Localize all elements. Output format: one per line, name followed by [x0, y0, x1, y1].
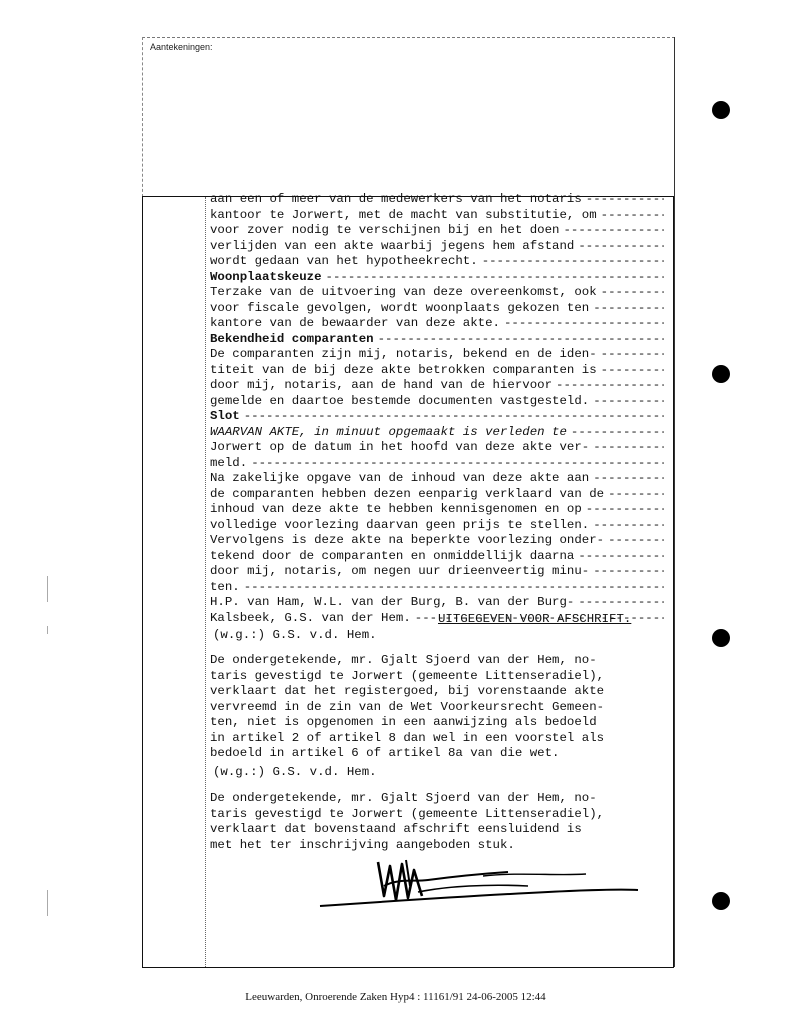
- deed-line-text: Na zakelijke opgave van de inhoud van deze akte aan: [210, 471, 590, 485]
- deed-line-text: voor fiscale gevolgen, wordt woonplaats gekozen ten: [210, 300, 590, 315]
- punch-hole: [712, 892, 730, 910]
- dash-leader: [574, 549, 664, 565]
- dash-leader: [604, 487, 664, 503]
- declaration-line: verklaart dat het registergoed, bij vorenstaande akte: [210, 684, 605, 698]
- dash-leader: [589, 440, 664, 456]
- deed-line: [210, 239, 664, 255]
- deed-line: [210, 518, 664, 534]
- punch-hole: [712, 101, 730, 119]
- handwritten-signature: [318, 856, 648, 912]
- deed-line: [210, 440, 664, 456]
- deed-line-text: Jorwert op de datum in het hoofd van deze akte ver-: [210, 440, 590, 454]
- deed-line-text: WAARVAN AKTE, in minuut opgemaakt is verleden te: [210, 424, 567, 439]
- deed-line: [210, 285, 664, 301]
- deed-line: [210, 549, 664, 565]
- dash-leader: [597, 363, 664, 379]
- declaration-1: [210, 653, 664, 762]
- deed-line-text: de comparanten hebben dezen eenparig verklaard van de: [210, 486, 605, 501]
- deed-line-text: aan een of meer van de medewerkers van het notaris: [210, 192, 582, 206]
- declaration-line: vervreemd in de zin van de Wet Voorkeursrecht Gemeen-: [210, 699, 605, 714]
- deed-line-text: De comparanten zijn mij, notaris, bekend en de iden-: [210, 347, 597, 361]
- right-margin-line: [674, 37, 675, 967]
- notes-label: Aantekeningen:: [150, 42, 213, 52]
- deed-line-text: meld.: [210, 455, 248, 470]
- deed-line-text: door mij, notaris, aan de hand van de hiervoor: [210, 378, 553, 392]
- dash-leader: [552, 378, 664, 394]
- deed-line: [210, 502, 664, 518]
- dash-leader: [589, 518, 664, 534]
- deed-line: [210, 595, 664, 611]
- punch-hole: [712, 365, 730, 383]
- declaration-line: in artikel 2 of artikel 8 dan wel in een voorstel als: [210, 730, 605, 745]
- deed-line-text: Bekendheid comparanten: [210, 331, 374, 346]
- deed-line-text: tekend door de comparanten en onmiddellijk daarna: [210, 548, 575, 563]
- deed-line-text: Terzake van de uitvoering van deze overeenkomst, ook: [210, 285, 597, 299]
- deed-line-text: verlijden van een akte waarbij jegens hem afstand: [210, 238, 575, 253]
- deed-line-text: volledige voorlezing daarvan geen prijs te stellen.: [210, 517, 590, 532]
- dash-leader: [574, 239, 664, 255]
- dash-leader: [604, 533, 664, 549]
- punch-hole: [712, 629, 730, 647]
- deed-line: [210, 208, 664, 224]
- deed-line-text: ten.: [210, 579, 240, 594]
- dash-leader: [597, 285, 664, 301]
- dash-leader: [240, 409, 664, 425]
- deed-line: [210, 471, 664, 487]
- deed-line-text: Slot: [210, 409, 240, 423]
- scan-artifact: [47, 576, 48, 602]
- deed-line: [210, 564, 664, 580]
- deed-line-text: Vervolgens is deze akte na beperkte voorlezing onder-: [210, 533, 605, 547]
- dash-leader: [597, 208, 664, 224]
- deed-line: [210, 533, 664, 549]
- deed-line-text: inhoud van deze akte te hebben kennisgenomen en op: [210, 502, 582, 516]
- deed-line: [210, 192, 664, 208]
- dash-leader: [559, 223, 664, 239]
- deed-line: [210, 347, 664, 363]
- copy-title: UITGEGEVEN VOOR AFSCHRIFT.: [438, 612, 632, 626]
- deed-line-text: Woonplaatskeuze: [210, 269, 322, 284]
- deed-line: [210, 425, 664, 441]
- deed-line-text: kantoor te Jorwert, met de macht van substitutie, om: [210, 207, 597, 222]
- dash-leader: [500, 316, 664, 332]
- deed-line-text: kantore van de bewaarder van deze akte.: [210, 316, 500, 330]
- dash-leader: [589, 564, 664, 580]
- declaration-line: ten, niet is opgenomen in een aanwijzing als bedoeld: [210, 715, 597, 729]
- dash-leader: [478, 254, 664, 270]
- deed-line-text: Kalsbeek, G.S. van der Hem.: [210, 610, 411, 625]
- top-dashed-rule: [142, 37, 675, 38]
- signed-line-1: (w.g.:) G.S. v.d. Hem.: [213, 628, 377, 642]
- declaration-2: [210, 791, 664, 853]
- left-margin-line: [142, 37, 143, 197]
- dash-leader: [574, 595, 664, 611]
- fax-footer: Leeuwarden, Onroerende Zaken Hyp4 : 11161/91 24-06-2005 12:44: [245, 991, 546, 1003]
- dash-leader: [589, 394, 664, 410]
- scan-artifact: [47, 890, 48, 916]
- signed-line-2: (w.g.:) G.S. v.d. Hem.: [213, 765, 377, 779]
- declaration-line: De ondergetekende, mr. Gjalt Sjoerd van der Hem, no-: [210, 791, 597, 805]
- deed-line-text: door mij, notaris, om negen uur drieenveertig minu-: [210, 564, 590, 578]
- declaration-line: bedoeld in artikel 6 of artikel 8a van die wet.: [210, 746, 560, 760]
- dash-leader: [582, 192, 664, 208]
- scan-artifact: [47, 626, 48, 634]
- deed-line: [210, 487, 664, 503]
- deed-line-text: wordt gedaan van het hypotheekrecht.: [210, 254, 478, 268]
- declaration-line: verklaart dat bovenstaand afschrift eensluidend is: [210, 822, 582, 836]
- dash-leader: [322, 270, 664, 286]
- deed-line: [210, 456, 664, 472]
- dash-leader: [597, 347, 664, 363]
- deed-line: [210, 394, 664, 410]
- dash-leader: [240, 580, 664, 596]
- declaration-line: taris gevestigd te Jorwert (gemeente Littenseradiel),: [210, 668, 605, 683]
- deed-line: [210, 223, 664, 239]
- deed-line-text: gemelde en daartoe bestemde documenten vastgesteld.: [210, 393, 590, 408]
- declaration-line: met het ter inschrijving aangeboden stuk.: [210, 837, 515, 852]
- deed-text-block: [210, 192, 664, 626]
- dash-leader: [374, 332, 664, 348]
- declaration-line: taris gevestigd te Jorwert (gemeente Littenseradiel),: [210, 806, 605, 821]
- section-heading: [210, 409, 664, 425]
- deed-line: [210, 254, 664, 270]
- deed-line-text: H.P. van Ham, W.L. van der Burg, B. van der Burg-: [210, 595, 575, 609]
- deed-line: [210, 580, 664, 596]
- deed-line: [210, 316, 664, 332]
- deed-line-text: titeit van de bij deze akte betrokken comparanten is: [210, 362, 597, 377]
- section-heading: [210, 270, 664, 286]
- dash-leader: [582, 502, 664, 518]
- dash-leader: [567, 425, 664, 441]
- deed-line: [210, 301, 664, 317]
- inner-margin-line: [205, 197, 206, 967]
- deed-line: [210, 363, 664, 379]
- deed-line-text: voor zover nodig te verschijnen bij en het doen: [210, 223, 560, 237]
- declaration-line: De ondergetekende, mr. Gjalt Sjoerd van der Hem, no-: [210, 653, 597, 667]
- deed-line: [210, 378, 664, 394]
- dash-leader: [589, 301, 664, 317]
- dash-leader: [589, 471, 664, 487]
- dash-leader: [247, 456, 664, 472]
- section-heading: [210, 332, 664, 348]
